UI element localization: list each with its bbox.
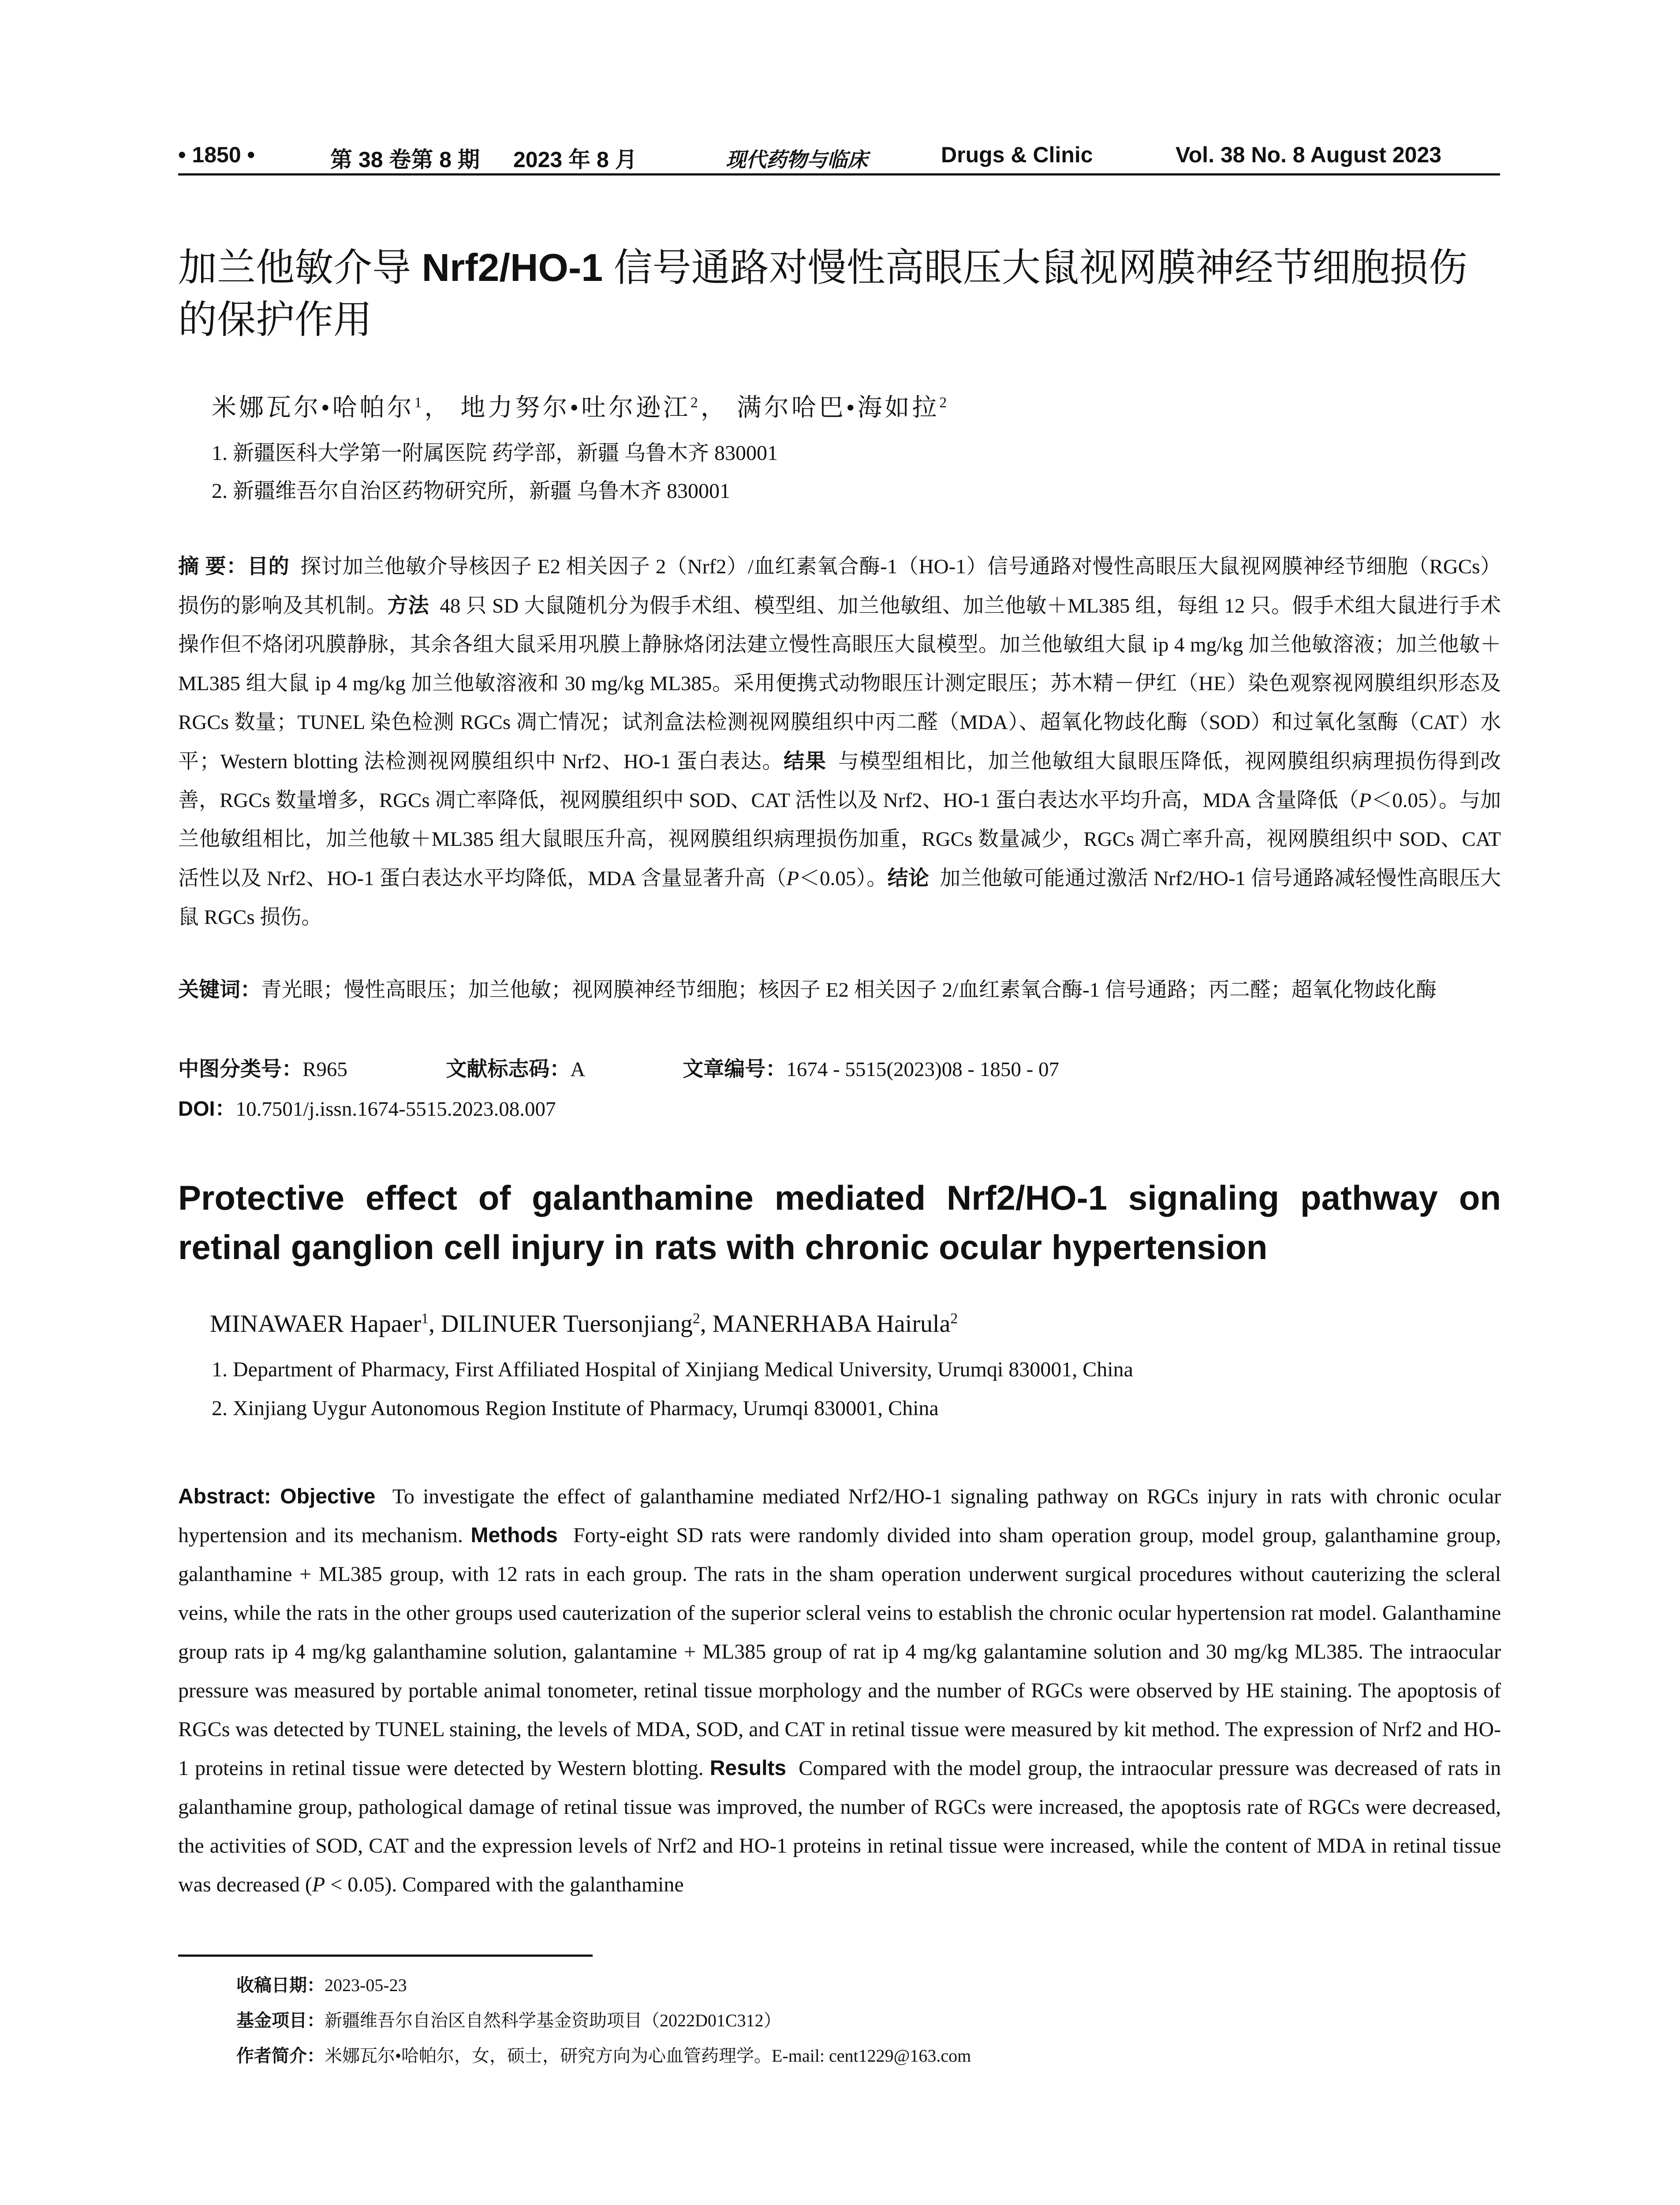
footnote-rule bbox=[178, 1955, 593, 1957]
doi-line: DOI：10.7501/j.issn.1674-5515.2023.08.007 bbox=[178, 1097, 556, 1121]
cn-abstract: 摘 要：目的 探讨加兰他敏介导核因子 E2 相关因子 2（Nrf2）/血红素氧合酶-1（HO-1）信号通路对慢性高眼压大鼠视网膜神经节细胞（RGCs）损伤的影响及其机制。方法 48 只 SD 大鼠随机分为假手术组、模型组、加兰他敏组、加兰他敏＋ML385 组，每组 12 只。假手术组大鼠进行手术操作但不烙闭巩膜静脉，其余各组大鼠采用巩膜上静脉烙闭法建立慢性高眼压大鼠模型。加兰他敏组大鼠 ip 4 mg/kg 加兰他敏溶液；加兰他敏＋ML385 组大鼠 ip 4 mg/kg 加兰他敏溶液和 30 mg/kg ML385。采用便携式动物眼压计测定眼压；苏木精－伊红（HE）染色观察视网膜组织形态及 RGCs 数量；TUNEL 染色检测 RGCs 凋亡情况；试剂盒法检测视网膜组织中丙二醛（MDA）、超氧化物歧化酶（SOD）和过氧化氢酶（CAT）水平；Western blotting 法检测视网膜组织中 Nrf2、HO-1 蛋白表达。结果 与模型组相比，加兰他敏组大鼠眼压降低，视网膜组织病理损伤得到改善，RGCs 数量增多，RGCs 凋亡率降低，视网膜组织中 SOD、CAT 活性以及 Nrf2、HO-1 蛋白表达水平均升高，MDA 含量降低（P＜0.05）。与加兰他敏组相比，加兰他敏＋ML385 组大鼠眼压升高，视网膜组织病理损伤加重，RGCs 数量减少，RGCs 凋亡率升高，视网膜组织中 SOD、CAT 活性以及 Nrf2、HO-1 蛋白表达水平均降低，MDA 含量显著升高（P＜0.05）。结论 加兰他敏可能通过激活 Nrf2/HO-1 信号通路减轻慢性高眼压大鼠 RGCs 损伤。 bbox=[178, 554, 1501, 929]
header-volume-cn: 第 38 卷第 8 期 bbox=[330, 147, 480, 172]
en-results-label: Results bbox=[709, 1757, 787, 1780]
cn-affiliation: 2. 新疆维吾尔自治区药物研究所，新疆 乌鲁木齐 830001 bbox=[212, 479, 731, 503]
cn-objective-label: 目的 bbox=[247, 554, 290, 578]
en-objective-label: Objective bbox=[280, 1485, 376, 1508]
en-abstract: Abstract: Objective To investigate the effect of galanthamine mediated Nrf2/HO-1 signaling pathway on RGCs injury in rats with chronic ocular hypertension and its mechanism. Methods Forty-eight SD rats were randomly divided into sham operation group, model group, galanthamine group, galanthamine + ML385 group, with 12 rats in each group. The rats in the sham operation underwent surgical procedures without cauterizing the scleral veins, while the rats in the other groups used cauterization of the superior scleral veins to establish the chronic ocular hypertension rat model. Galanthamine group rats ip 4 mg/kg galanthamine solution, galantamine + ML385 group of rat ip 4 mg/kg galantamine solution and 30 mg/kg ML385. The intraocular pressure was measured by portable animal tonometer, retinal tissue morphology and the number of RGCs were observed by HE staining. The apoptosis of RGCs was detected by TUNEL staining, the levels of MDA, SOD, and CAT in retinal tissue were measured by kit method. The expression of Nrf2 and HO-1 proteins in retinal tissue were detected by Western blotting. Results Compared with the model group, the intraocular pressure was decreased of rats in galanthamine group, pathological damage of retinal tissue was improved, the number of RGCs were increased, the apoptosis rate of RGCs were decreased, the activities of SOD, CAT and the expression levels of Nrf2 and HO-1 proteins in retinal tissue were increased, while the content of MDA in retinal tissue was decreased (P < 0.05). Compared with the galanthamine bbox=[178, 1485, 1501, 1896]
cn-classification: 中图分类号：R965 文献标志码：A 文章编号：1674 - 5515(2023)08 - 1850 - 07 bbox=[178, 1057, 1059, 1081]
fund-note: 基金项目：新疆维吾尔自治区自然科学基金资助项目（2022D01C312） bbox=[236, 2011, 781, 2030]
header-journal-en: Drugs & Clinic bbox=[941, 142, 1093, 167]
cn-affiliation: 1. 新疆医科大学第一附属医院 药学部，新疆 乌鲁木齐 830001 bbox=[212, 441, 778, 465]
en-methods-label: Methods bbox=[470, 1524, 558, 1547]
cn-keywords-label: 关键词： bbox=[178, 978, 261, 1001]
en-title: Protective effect of galanthamine mediated Nrf2/HO-1 signaling pathway on retinal ganglion cell injury in rats with chronic ocular hypertension bbox=[178, 1178, 1501, 1267]
cn-author: 米娜瓦尔•哈帕尔 bbox=[212, 394, 414, 422]
cn-authors: 米娜瓦尔•哈帕尔$^1$， 地力努尔•吐尔逊江$^2$， 满尔哈巴•海如拉$^2$ bbox=[212, 394, 950, 422]
header-date-cn: 2023 年 8 月 bbox=[513, 147, 637, 172]
header-volume-en: Vol. 38 No. 8 August 2023 bbox=[1176, 142, 1441, 167]
en-author: MANERHABA Hairula bbox=[712, 1310, 951, 1338]
cn-methods-label: 方法 bbox=[387, 594, 429, 617]
en-authors: MINAWAER Hapaer$^1$, DILINUER Tuersonjiang$^2$, MANERHABA Hairula$^2$ bbox=[210, 1310, 958, 1338]
header-journal-cn: 现代药物与临床 bbox=[726, 148, 868, 172]
en-author: DILINUER Tuersonjiang bbox=[441, 1310, 693, 1338]
author-bio: 作者简介：米娜瓦尔•哈帕尔，女，硕士，研究方向为心血管药理学。E-mail: cent1229@163.com bbox=[236, 2046, 971, 2066]
cn-title-pathway: Nrf2/HO-1 bbox=[422, 246, 603, 289]
page-number: • 1850 • bbox=[178, 142, 255, 167]
running-header bbox=[178, 140, 1500, 176]
cn-author: 满尔哈巴•海如拉 bbox=[736, 394, 940, 422]
en-affiliation: 2. Xinjiang Uygur Autonomous Region Institute of Pharmacy, Urumqi 830001, China bbox=[212, 1397, 939, 1420]
cn-title: 加兰他敏介导 Nrf2/HO-1 信号通路对慢性高眼压大鼠视网膜神经节细胞损伤的保护作用 bbox=[178, 246, 1467, 341]
cn-author: 地力努尔•吐尔逊江 bbox=[460, 394, 691, 422]
cn-results-label: 结果 bbox=[784, 749, 827, 773]
cn-keywords: 关键词：青光眼；慢性高眼压；加兰他敏；视网膜神经节细胞；核因子 E2 相关因子 2/血红素氧合酶-1 信号通路；丙二醛；超氧化物歧化酶 bbox=[178, 978, 1437, 1002]
cn-abstract-label: 摘 要： bbox=[178, 554, 247, 578]
received-date: 收稿日期：2023-05-23 bbox=[236, 1975, 407, 1995]
cn-conclusion-label: 结论 bbox=[887, 866, 930, 889]
en-author: MINAWAER Hapaer bbox=[210, 1310, 422, 1338]
en-abstract-label: Abstract: bbox=[178, 1485, 280, 1508]
en-affiliation: 1. Department of Pharmacy, First Affiliated Hospital of Xinjiang Medical University, Urumqi 830001, China bbox=[212, 1358, 1133, 1381]
